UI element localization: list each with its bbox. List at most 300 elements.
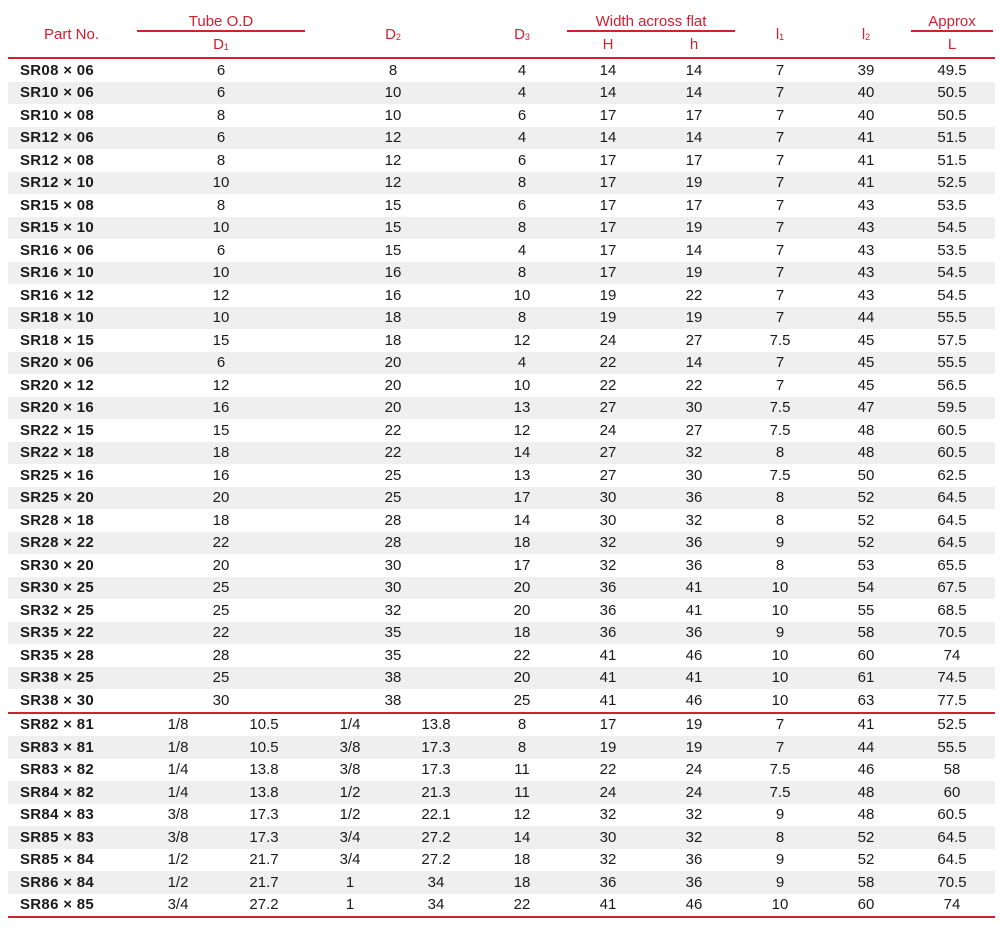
L-cell: 55.5: [909, 352, 995, 375]
part-number-cell: SR16 × 12: [20, 286, 95, 304]
d1-cell: 18: [135, 442, 307, 465]
d1-cell: 15: [212, 421, 230, 439]
d3-cell: 10: [513, 286, 531, 304]
l1-cell: 7: [775, 106, 785, 124]
d2-cell: 28: [384, 511, 402, 529]
l2-cell: 41: [823, 713, 909, 737]
d2-cell: 15: [384, 241, 402, 259]
h-cell: 14: [651, 352, 737, 375]
H-cell: 24: [565, 781, 651, 804]
L-cell: 51.5: [937, 151, 967, 169]
table-row: [8, 736, 995, 759]
h-cell: 19: [651, 262, 737, 285]
h-cell: 19: [651, 172, 737, 195]
dimension-table: [8, 12, 995, 918]
H-cell: 17: [565, 262, 651, 285]
l1-cell: 7.5: [769, 466, 791, 484]
l2-cell: 52: [823, 826, 909, 849]
h-cell: 19: [651, 736, 737, 759]
d1-mm-cell: 10.5: [221, 736, 307, 759]
l2-cell: 41: [823, 172, 909, 195]
H-cell: 22: [599, 376, 617, 394]
part-number-cell: SR28 × 18: [20, 511, 95, 529]
header-H: H: [565, 33, 651, 58]
H-cell: 17: [565, 172, 651, 195]
d2-cell: 12: [307, 172, 479, 195]
d3-cell: 22: [479, 894, 565, 918]
l2-cell: 60: [823, 894, 909, 918]
h-cell: 24: [651, 759, 737, 782]
H-cell: 32: [565, 849, 651, 872]
table-row: [8, 487, 995, 510]
part-number-cell: SR86 × 85: [8, 894, 135, 918]
L-cell: 55.5: [909, 307, 995, 330]
table-row: [8, 104, 995, 127]
header-tube-od: Tube O.D: [135, 12, 307, 33]
d3-cell: 4: [479, 127, 565, 150]
l2-cell: 54: [823, 577, 909, 600]
l2-cell: 52: [823, 532, 909, 555]
table-row: [8, 58, 995, 82]
d3-cell: 11: [479, 781, 565, 804]
d3-cell: 6: [517, 106, 527, 124]
l2-cell: 52: [823, 849, 909, 872]
H-cell: 36: [565, 622, 651, 645]
d2-mm-cell: 13.8: [393, 713, 479, 737]
part-number-cell: SR84 × 83: [8, 804, 135, 827]
h-cell: 46: [651, 689, 737, 713]
d3-cell: 10: [513, 376, 531, 394]
d2-cell: 10: [384, 106, 402, 124]
part-number-cell: SR12 × 10: [8, 172, 135, 195]
H-cell: 17: [599, 241, 617, 259]
d2-cell: 30: [384, 556, 402, 574]
H-cell: 36: [599, 601, 617, 619]
d1-cell: 12: [212, 286, 230, 304]
L-cell: 74: [943, 646, 961, 664]
d2-cell: 15: [307, 217, 479, 240]
d1-cell: 22: [135, 532, 307, 555]
d1-inch-cell: 1/4: [135, 781, 221, 804]
l2-cell: 48: [823, 442, 909, 465]
table-row: [8, 622, 995, 645]
L-cell: 54.5: [909, 262, 995, 285]
L-cell: 64.5: [909, 487, 995, 510]
d1-cell: 16: [212, 466, 230, 484]
d1-cell: 18: [212, 511, 230, 529]
d1-mm-cell: 13.8: [221, 781, 307, 804]
l2-cell: 44: [823, 736, 909, 759]
H-cell: 30: [565, 826, 651, 849]
d2-cell: 38: [307, 689, 479, 713]
d1-cell: 28: [212, 646, 230, 664]
l1-cell: 7: [737, 217, 823, 240]
d1-inch-cell: 1/4: [135, 759, 221, 782]
header-h: h: [651, 33, 737, 58]
H-cell: 17: [599, 196, 617, 214]
spec-table-container: [8, 12, 995, 918]
d1-mm-cell: 10.5: [221, 713, 307, 737]
l2-cell: 43: [823, 217, 909, 240]
l1-cell: 8: [737, 487, 823, 510]
table-row: [8, 284, 995, 307]
table-row: [8, 172, 995, 195]
table-row: [8, 781, 995, 804]
l2-cell: 43: [857, 241, 875, 259]
L-cell: 68.5: [937, 601, 967, 619]
d1-mm-cell: 21.7: [221, 849, 307, 872]
d1-cell: 6: [135, 352, 307, 375]
H-cell: 32: [565, 532, 651, 555]
H-cell: 30: [565, 487, 651, 510]
H-cell: 41: [599, 646, 617, 664]
header-part-no: Part No.: [8, 12, 135, 58]
l2-cell: 53: [857, 556, 875, 574]
H-cell: 36: [565, 577, 651, 600]
H-cell: 24: [599, 331, 617, 349]
d3-cell: 8: [479, 307, 565, 330]
table-header: [8, 12, 995, 58]
l2-cell: 61: [823, 667, 909, 690]
H-cell: 27: [565, 442, 651, 465]
d3-cell: 20: [513, 601, 531, 619]
l1-cell: 7: [737, 262, 823, 285]
d2-cell: 32: [384, 601, 402, 619]
d3-cell: 22: [513, 646, 531, 664]
part-number-cell: SR35 × 22: [8, 622, 135, 645]
part-number-cell: SR86 × 84: [8, 871, 135, 894]
l2-cell: 43: [823, 262, 909, 285]
l2-cell: 48: [857, 421, 875, 439]
d1-cell: 15: [212, 331, 230, 349]
h-cell: 36: [651, 849, 737, 872]
d1-inch-cell: 1/8: [135, 713, 221, 737]
header-approx: Approx: [909, 12, 995, 33]
d1-cell: 12: [212, 376, 230, 394]
l2-cell: 43: [857, 196, 875, 214]
d3-cell: 8: [479, 713, 565, 737]
table-row: [8, 397, 995, 420]
table-row: [8, 374, 995, 397]
H-cell: 17: [599, 151, 617, 169]
d3-cell: 20: [479, 577, 565, 600]
d2-mm-cell: 27.2: [393, 849, 479, 872]
d2-cell: 22: [384, 421, 402, 439]
part-number-cell: SR15 × 10: [8, 217, 135, 240]
header-l2: $l_2$: [823, 12, 909, 58]
H-cell: 19: [565, 736, 651, 759]
l1-cell: 7: [737, 127, 823, 150]
d2-mm-cell: 17.3: [393, 736, 479, 759]
table-row: [8, 217, 995, 240]
l2-cell: 46: [823, 759, 909, 782]
header-l1: $l_1$: [737, 12, 823, 58]
d1-cell: 6: [216, 61, 226, 79]
L-cell: 55.5: [909, 736, 995, 759]
header-d1: $D_1$: [135, 33, 307, 58]
L-cell: 52.5: [909, 713, 995, 737]
H-cell: 14: [599, 61, 617, 79]
part-number-cell: SR22 × 18: [8, 442, 135, 465]
d1-cell: 22: [135, 622, 307, 645]
part-number-cell: SR10 × 06: [8, 82, 135, 105]
L-cell: 50.5: [937, 106, 967, 124]
d2-cell: 25: [384, 466, 402, 484]
table-row: [8, 262, 995, 285]
part-number-cell: SR38 × 30: [8, 689, 135, 713]
d3-cell: 12: [513, 331, 531, 349]
l1-cell: 10: [737, 577, 823, 600]
L-cell: 56.5: [937, 376, 967, 394]
l1-cell: 8: [775, 556, 785, 574]
d3-cell: 8: [479, 736, 565, 759]
d2-cell: 10: [307, 82, 479, 105]
d2-cell: 12: [307, 127, 479, 150]
L-cell: 64.5: [909, 826, 995, 849]
h-cell: 27: [685, 421, 703, 439]
H-cell: 41: [565, 894, 651, 918]
d1-cell: 25: [212, 601, 230, 619]
inch-rows: [8, 713, 995, 918]
l2-cell: 48: [823, 804, 909, 827]
l1-cell: 7: [737, 172, 823, 195]
h-cell: 17: [685, 106, 703, 124]
h-cell: 17: [685, 196, 703, 214]
d2-cell: 38: [307, 667, 479, 690]
L-cell: 53.5: [937, 196, 967, 214]
d1-cell: 25: [135, 667, 307, 690]
table-row: [8, 849, 995, 872]
L-cell: 64.5: [909, 849, 995, 872]
d1-cell: 6: [135, 127, 307, 150]
L-cell: 65.5: [937, 556, 967, 574]
table-row: [8, 713, 995, 737]
d3-cell: 14: [479, 442, 565, 465]
d1-cell: 10: [135, 262, 307, 285]
table-row: [8, 419, 995, 442]
part-number-cell: SR12 × 06: [8, 127, 135, 150]
d1-mm-cell: 27.2: [221, 894, 307, 918]
l1-cell: 10: [737, 667, 823, 690]
d1-cell: 8: [216, 106, 226, 124]
part-number-cell: SR20 × 12: [20, 376, 95, 394]
h-cell: 24: [651, 781, 737, 804]
H-cell: 32: [565, 804, 651, 827]
d3-cell: 17: [479, 487, 565, 510]
L-cell: 52.5: [909, 172, 995, 195]
h-cell: 46: [685, 646, 703, 664]
d1-mm-cell: 17.3: [221, 804, 307, 827]
d3-cell: 25: [479, 689, 565, 713]
part-number-cell: SR30 × 20: [20, 556, 95, 574]
d3-cell: 4: [479, 82, 565, 105]
L-cell: 54.5: [937, 286, 967, 304]
l2-cell: 41: [857, 151, 875, 169]
table-row: [8, 667, 995, 690]
H-cell: 41: [565, 689, 651, 713]
H-cell: 30: [599, 511, 617, 529]
d2-cell: 16: [384, 286, 402, 304]
L-cell: 58: [909, 759, 995, 782]
d2-cell: 20: [307, 352, 479, 375]
d2-mm-cell: 34: [393, 871, 479, 894]
header-d2: $D_2$: [307, 12, 479, 58]
l1-cell: 7: [775, 61, 785, 79]
l2-cell: 45: [857, 331, 875, 349]
d3-cell: 13: [479, 397, 565, 420]
h-cell: 46: [651, 894, 737, 918]
h-cell: 32: [651, 804, 737, 827]
h-cell: 32: [651, 826, 737, 849]
d2-cell: 20: [384, 376, 402, 394]
l2-cell: 45: [857, 376, 875, 394]
l2-cell: 63: [823, 689, 909, 713]
table-row: [8, 352, 995, 375]
table-row: [8, 442, 995, 465]
H-cell: 41: [565, 667, 651, 690]
H-cell: 19: [599, 286, 617, 304]
d3-cell: 6: [517, 196, 527, 214]
l2-cell: 39: [857, 61, 875, 79]
part-number-cell: SR08 × 06: [20, 61, 95, 79]
d2-cell: 15: [384, 196, 402, 214]
part-number-cell: SR83 × 81: [8, 736, 135, 759]
h-cell: 30: [651, 397, 737, 420]
L-cell: 50.5: [909, 82, 995, 105]
table-row: [8, 599, 995, 622]
H-cell: 14: [565, 82, 651, 105]
part-number-cell: SR82 × 81: [8, 713, 135, 737]
H-cell: 36: [565, 871, 651, 894]
part-number-cell: SR22 × 15: [20, 421, 95, 439]
l1-cell: 9: [737, 871, 823, 894]
l2-cell: 45: [823, 352, 909, 375]
l1-cell: 7: [775, 151, 785, 169]
L-cell: 77.5: [909, 689, 995, 713]
h-cell: 32: [685, 511, 703, 529]
d3-cell: 18: [479, 622, 565, 645]
part-number-cell: SR85 × 83: [8, 826, 135, 849]
l2-cell: 40: [823, 82, 909, 105]
part-number-cell: SR25 × 20: [8, 487, 135, 510]
part-number-cell: SR15 × 08: [20, 196, 95, 214]
d1-inch-cell: 3/4: [135, 894, 221, 918]
d3-cell: 12: [479, 804, 565, 827]
d2-cell: 18: [384, 331, 402, 349]
h-cell: 36: [685, 556, 703, 574]
d3-cell: 20: [479, 667, 565, 690]
table-row: [8, 127, 995, 150]
d2-cell: 12: [384, 151, 402, 169]
L-cell: 51.5: [909, 127, 995, 150]
d1-cell: 20: [212, 556, 230, 574]
l1-cell: 7: [775, 196, 785, 214]
h-cell: 14: [651, 127, 737, 150]
l1-cell: 8: [737, 826, 823, 849]
d1-inch-cell: 1/2: [135, 871, 221, 894]
d1-mm-cell: 13.8: [221, 759, 307, 782]
part-number-cell: SR28 × 22: [8, 532, 135, 555]
h-cell: 19: [651, 217, 737, 240]
H-cell: 32: [599, 556, 617, 574]
H-cell: 19: [565, 307, 651, 330]
H-cell: 17: [565, 217, 651, 240]
d3-cell: 8: [479, 217, 565, 240]
d3-cell: 8: [479, 172, 565, 195]
table-row: [8, 894, 995, 918]
d2-inch-cell: 3/8: [307, 759, 393, 782]
table-row: [8, 826, 995, 849]
l1-cell: 7: [737, 307, 823, 330]
metric-rows: [8, 58, 995, 713]
d2-cell: 35: [307, 622, 479, 645]
h-cell: 14: [651, 82, 737, 105]
d3-cell: 14: [513, 511, 531, 529]
d1-cell: 30: [135, 689, 307, 713]
l1-cell: 7: [737, 713, 823, 737]
h-cell: 30: [685, 466, 703, 484]
H-cell: 14: [565, 127, 651, 150]
part-number-cell: SR16 × 06: [20, 241, 95, 259]
H-cell: 27: [565, 397, 651, 420]
l2-cell: 58: [823, 622, 909, 645]
h-cell: 14: [685, 241, 703, 259]
l2-cell: 44: [823, 307, 909, 330]
d1-cell: 6: [216, 241, 226, 259]
l1-cell: 7: [775, 241, 785, 259]
d3-cell: 8: [479, 262, 565, 285]
d3-cell: 13: [513, 466, 531, 484]
d2-mm-cell: 34: [393, 894, 479, 918]
table-row: [8, 644, 995, 667]
l2-cell: 48: [823, 781, 909, 804]
l1-cell: 7: [737, 82, 823, 105]
L-cell: 64.5: [909, 532, 995, 555]
d1-cell: 6: [135, 82, 307, 105]
l2-cell: 52: [857, 511, 875, 529]
d1-mm-cell: 17.3: [221, 826, 307, 849]
l2-cell: 50: [857, 466, 875, 484]
d1-mm-cell: 21.7: [221, 871, 307, 894]
d1-inch-cell: 3/8: [135, 826, 221, 849]
d1-cell: 8: [216, 196, 226, 214]
h-cell: 17: [685, 151, 703, 169]
h-cell: 41: [651, 577, 737, 600]
part-number-cell: SR18 × 15: [20, 331, 95, 349]
d3-cell: 11: [479, 759, 565, 782]
l1-cell: 10: [737, 894, 823, 918]
d2-cell: 22: [307, 442, 479, 465]
l1-cell: 7: [775, 286, 785, 304]
part-number-cell: SR85 × 84: [8, 849, 135, 872]
l2-cell: 52: [823, 487, 909, 510]
L-cell: 74: [909, 894, 995, 918]
part-number-cell: SR12 × 08: [20, 151, 95, 169]
d2-inch-cell: 1/4: [307, 713, 393, 737]
l1-cell: 9: [737, 849, 823, 872]
l2-cell: 60: [857, 646, 875, 664]
d2-cell: 20: [307, 397, 479, 420]
l1-cell: 7.5: [737, 759, 823, 782]
d3-cell: 12: [513, 421, 531, 439]
h-cell: 41: [651, 667, 737, 690]
d3-cell: 18: [479, 849, 565, 872]
table-row: [8, 194, 995, 217]
d2-inch-cell: 3/8: [307, 736, 393, 759]
H-cell: 17: [565, 713, 651, 737]
d2-inch-cell: 3/4: [307, 849, 393, 872]
l1-cell: 7.5: [769, 331, 791, 349]
